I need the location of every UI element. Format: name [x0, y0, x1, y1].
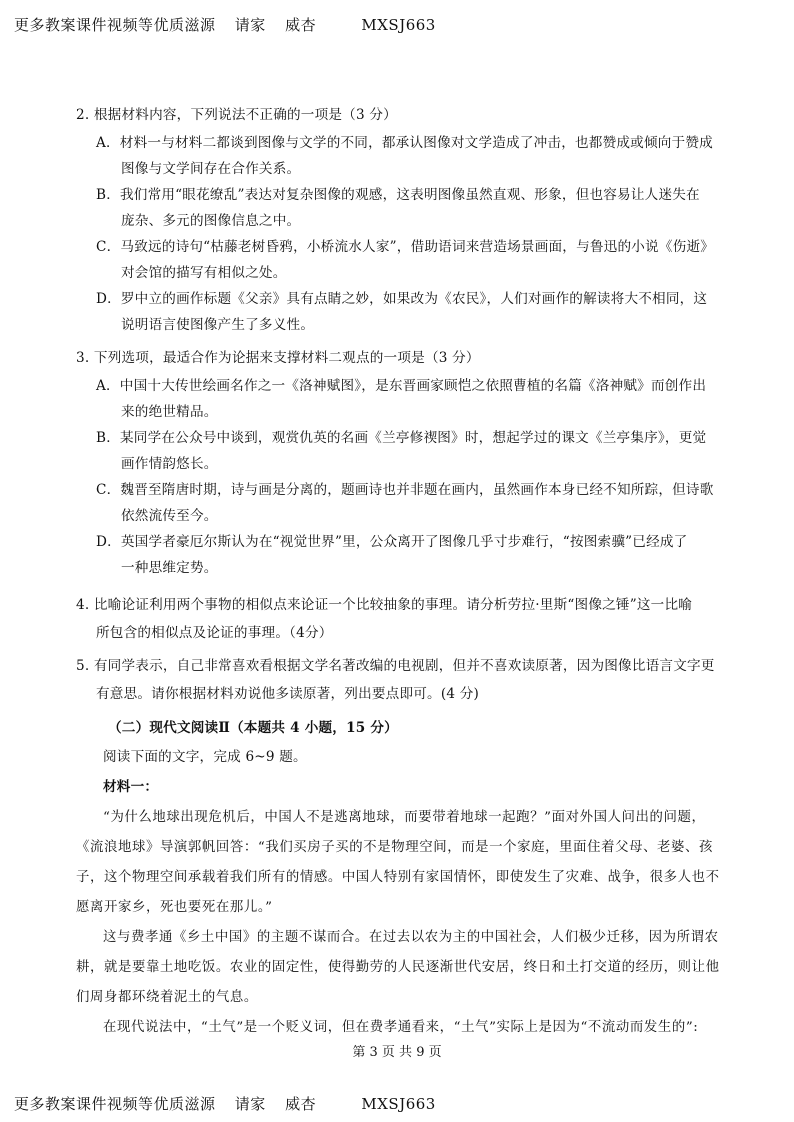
- passage-p3-line1: 在现代说法中，“土气”是一个贬义词，但在费孝通看来，“土气”实际上是因为“不流动而发生的”:: [103, 1020, 699, 1035]
- question-3-option-c: C．魏晋至隋唐时期，诗与画是分离的，题画诗也并非题在画内，虽然画作本身已经不知所踪，但诗歌: [96, 482, 714, 498]
- question-2-option-c: C．马致远的诗句“枯藤老树昏鸦，小桥流水人家”，借助语词来营造场景画面，与鲁迅的小说《伤逝》: [96, 239, 715, 255]
- passage-p1-line4: 愿离开家乡，死也要死在那儿。”: [76, 900, 273, 915]
- question-2-option-c-cont: 对会馆的描写有相似之处。: [121, 265, 287, 281]
- question-2-option-a-cont: 图像与文学间存在合作关系。: [121, 161, 301, 177]
- banner-text: 更多教案课件视频等优质滋源: [14, 16, 216, 34]
- question-3-option-d: D．英国学者豪厄尔斯认为在“视觉世界”里，公众离开了图像几乎寸步难行，“按图索骥”已经成了: [96, 534, 688, 550]
- passage-p2-line2: 耕，就是要靠土地吃饭。农业的固定性，使得勤劳的人民逐渐世代安居，终日和土打交道的经历，则让他: [76, 960, 720, 975]
- banner-contact-label: 请家: [234, 16, 266, 34]
- question-5-line2: 有意思。请你根据材料劝说他多读原著，列出要点即可。(4 分): [96, 686, 480, 702]
- question-2-option-b-cont: 庞杂、多元的图像信息之中。: [121, 213, 301, 229]
- material-label: 材料一：: [103, 779, 159, 795]
- banner-code: MXSJ663: [361, 16, 436, 34]
- section-heading: （二）现代文阅读Ⅱ（本题共 4 小题，15 分）: [108, 720, 398, 736]
- question-3-option-a: A．中国十大传世绘画名作之一《洛神赋图》，是东晋画家顾恺之依照曹植的名篇《洛神赋》而创作出: [96, 378, 707, 394]
- question-4-line1: 4. 比喻论证利用两个事物的相似点来论证一个比较抽象的事理。请分析劳拉·里斯“图像之锤”这一比喻: [76, 597, 693, 613]
- question-3-option-a-cont: 来的绝世精品。: [121, 404, 218, 420]
- question-3-option-b-cont: 画作情韵悠长。: [121, 456, 218, 472]
- question-2-option-a: A．材料一与材料二都谈到图像与文学的不同，都承认图像对文学造成了冲击，也都赞成或倾向于赞成: [96, 135, 713, 151]
- question-2-option-b: B．我们常用“眼花缭乱”表达对复杂图像的观感，这表明图像虽然直观、形象，但也容易让人迷失在: [96, 187, 700, 203]
- passage-p1-line3: 子，这个物理空间承载着我们所有的情感。中国人特别有家国情怀，即使发生了灾难、战争，很多人也不: [76, 870, 720, 885]
- page-number: 第 3 页 共 9 页: [352, 1045, 442, 1060]
- passage-p1-line2: 《流浪地球》导演郭帆回答：“我们买房子买的不是物理空间，而是一个家庭，里面住着父母、老婆、孩: [76, 840, 714, 855]
- header-banner: [14, 14, 450, 35]
- question-4-line2: 所包含的相似点及论证的事理。（4分）: [96, 625, 333, 641]
- question-2-option-d-cont: 说明语言使图像产生了多义性。: [121, 317, 315, 333]
- passage-p1-line1: “为什么地球出现危机后，中国人不是逃离地球，而要带着地球一起跑？”面对外国人问出的问题，: [103, 810, 706, 825]
- banner-text: 更多教案课件视频等优质滋源: [14, 1095, 216, 1113]
- banner-contact-label: 请家: [234, 1095, 266, 1113]
- question-5-line1: 5. 有同学表示，自己非常喜欢看根据文学名著改编的电视剧，但并不喜欢读原著，因为图像比语言文字更: [76, 658, 715, 674]
- question-3-option-d-cont: 一种思维定势。: [121, 560, 218, 576]
- question-2-option-d: D．罗中立的画作标题《父亲》具有点睛之妙，如果改为《农民》，人们对画作的解读将大不相同，这: [96, 291, 708, 307]
- section-instruction: 阅读下面的文字，完成 6~9 题。: [103, 749, 307, 765]
- question-3-option-b: B．某同学在公众号中谈到，观赏仇英的名画《兰亭修禊图》时，想起学过的课文《兰亭集序》，更觉: [96, 430, 707, 446]
- banner-code: MXSJ663: [361, 1095, 436, 1113]
- question-2-stem: 2. 根据材料内容，下列说法不正确的一项是（3 分）: [76, 107, 397, 123]
- question-3-stem: 3. 下列选项，最适合作为论据来支撑材料二观点的一项是（3 分）: [76, 350, 480, 366]
- passage-p2-line3: 们周身都环绕着泥土的气息。: [76, 990, 258, 1005]
- footer-banner: [14, 1093, 450, 1114]
- banner-contact-name: 威杏: [285, 16, 317, 34]
- banner-contact-name: 威杏: [285, 1095, 317, 1113]
- passage-p2-line1: 这与费孝通《乡土中国》的主题不谋而合。在过去以农为主的中国社会，人们极少迁移，因为所谓农: [103, 930, 719, 945]
- question-3-option-c-cont: 依然流传至今。: [121, 508, 218, 524]
